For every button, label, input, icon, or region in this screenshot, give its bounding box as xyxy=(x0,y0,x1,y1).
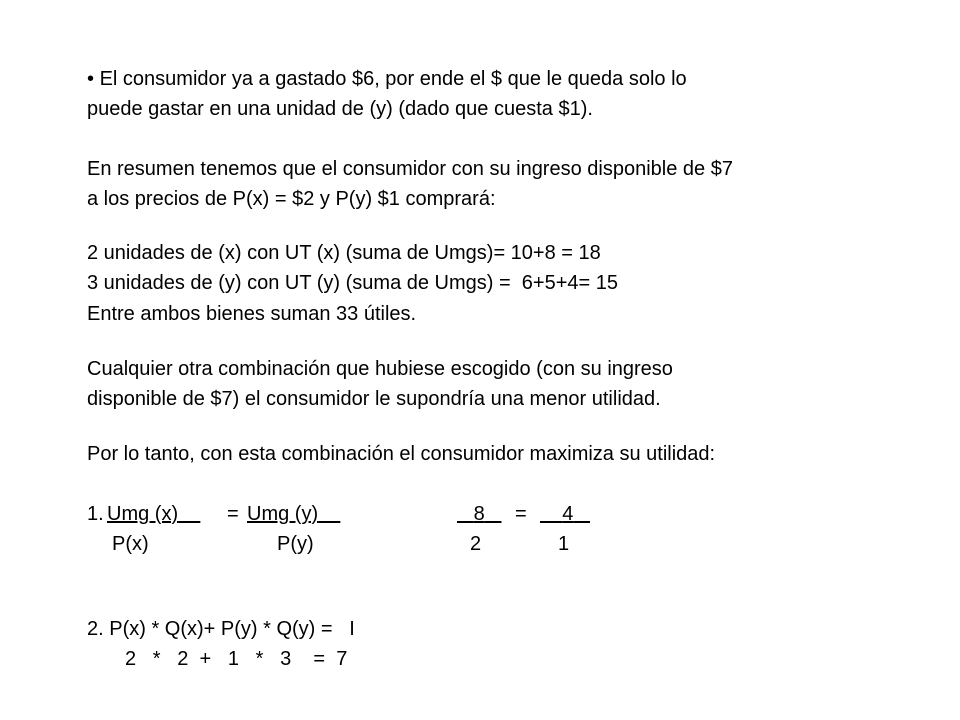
formula2-line1: 2. P(x) * Q(x)+ P(y) * Q(y) = I xyxy=(87,618,355,640)
formula1-val-4 xyxy=(540,502,590,526)
umg-x-text: Umg (x) xyxy=(107,503,179,525)
formula2-line2: 2 * 2 + 1 * 3 = 7 xyxy=(125,648,348,670)
paragraph1-line1 xyxy=(87,67,687,91)
formula1-val-1: 1 xyxy=(558,533,570,555)
results-line2: 3 unidades de (y) con UT (y) (suma de Umgs) = 6+5+4= 15 xyxy=(87,272,619,294)
formula1-p-x: P(x) xyxy=(112,533,149,555)
paragraph1-text: El consumidor ya a gastado $6, por ende el $ que le queda solo lo xyxy=(99,68,687,90)
formula1-val-2: 2 xyxy=(470,533,482,555)
formula1-number: 1. xyxy=(87,503,104,525)
formula1-equals-1: = xyxy=(227,503,239,525)
summary-line1: En resumen tenemos que el consumidor con su ingreso disponible de $7 xyxy=(87,158,733,180)
results-line1: 2 unidades de (x) con UT (x) (suma de Umgs)= 10+8 = 18 xyxy=(87,242,601,264)
paragraph1-line2: puede gastar en una unidad de (y) (dado que cuesta $1). xyxy=(87,98,593,120)
formula1-p-y: P(y) xyxy=(277,533,314,555)
other-line2: disponible de $7) el consumidor le supondría una menor utilidad. xyxy=(87,388,661,410)
formula1-umg-y xyxy=(247,502,340,526)
results-line3: Entre ambos bienes suman 33 útiles. xyxy=(87,303,417,325)
val-4-text: 4 xyxy=(562,503,574,525)
val-8-text: 8 xyxy=(473,503,485,525)
umg-y-text: Umg (y) xyxy=(247,503,319,525)
conclusion-text: Por lo tanto, con esta combinación el consumidor maximiza su utilidad: xyxy=(87,443,716,465)
formula1-equals-2: = xyxy=(515,503,527,525)
bullet: • xyxy=(87,68,95,90)
formula1-val-8 xyxy=(457,502,501,526)
other-line1: Cualquier otra combinación que hubiese escogido (con su ingreso xyxy=(87,358,673,380)
summary-line2: a los precios de P(x) = $2 y P(y) $1 comprará: xyxy=(87,188,496,210)
formula1-umg-x xyxy=(107,502,200,526)
